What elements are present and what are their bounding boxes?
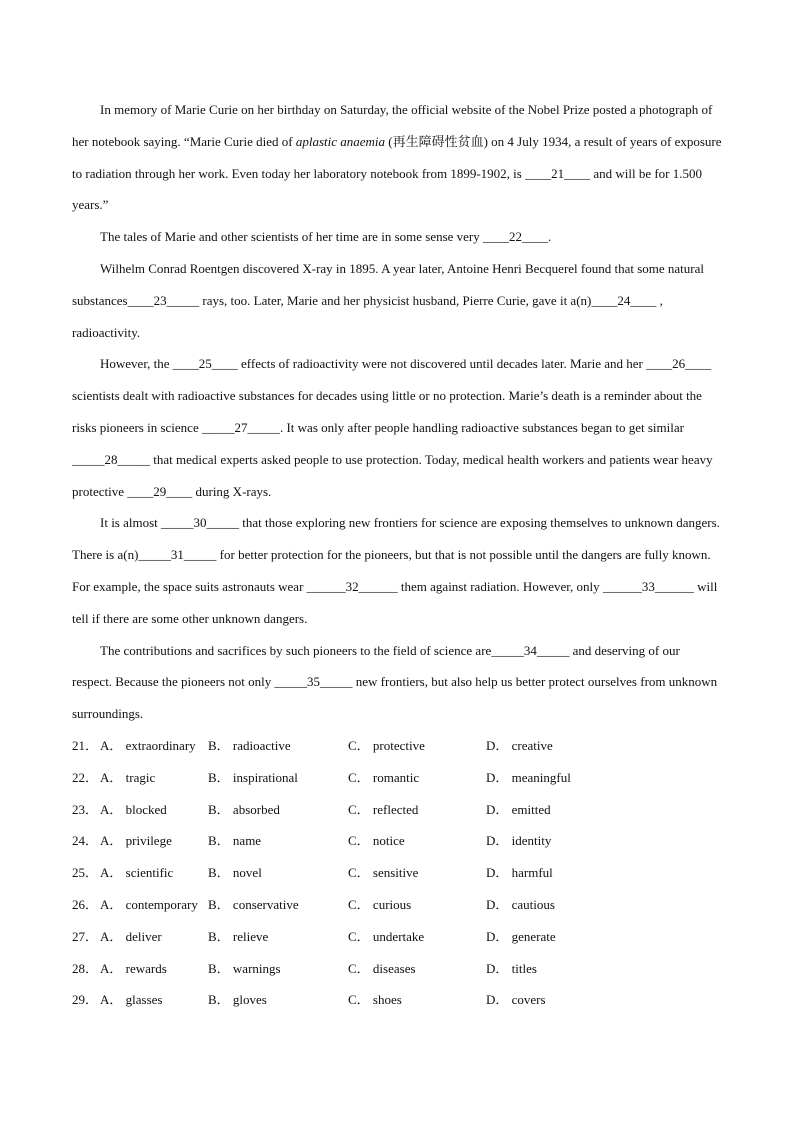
- blank-31: _____31_____: [138, 547, 217, 563]
- blank-28: _____28_____: [72, 451, 150, 467]
- blank-32: ______32______: [306, 578, 398, 594]
- question-number: 25．: [72, 865, 99, 881]
- option-c: C． romantic: [348, 769, 420, 785]
- option-c: C． curious: [348, 896, 412, 912]
- option-a: A． contemporary: [100, 896, 198, 912]
- option-a: A． tragic: [100, 769, 156, 785]
- blank-33: ______33______: [602, 578, 694, 594]
- blank-25: ____25____: [172, 356, 238, 372]
- text: . It was only after people handling radioactive substances began to get similar: [279, 419, 684, 435]
- question-row: [72, 730, 722, 762]
- option-a: A． privilege: [100, 833, 172, 849]
- question-number: 27．: [72, 928, 99, 944]
- blank-29: ____29____: [127, 483, 193, 499]
- option-d: D． generate: [486, 928, 556, 944]
- option-b: B． warnings: [208, 960, 281, 976]
- text: However, the: [100, 356, 173, 372]
- question-row: [72, 889, 722, 921]
- option-c: C． diseases: [348, 960, 416, 976]
- question-number: 24．: [72, 833, 99, 849]
- italic-term: aplastic anaemia: [295, 133, 386, 149]
- option-d: D． meaningful: [486, 769, 571, 785]
- paragraph-5: [72, 507, 722, 634]
- option-d: D． harmful: [486, 865, 553, 881]
- option-d: D． cautious: [486, 896, 555, 912]
- blank-21: ____21____: [525, 165, 591, 181]
- blank-24: ____24____: [591, 292, 657, 308]
- option-a: A． scientific: [100, 865, 174, 881]
- option-a: A． glasses: [100, 992, 163, 1008]
- option-b: B． novel: [208, 865, 262, 881]
- text: scientists dealt with radioactive substances for decades using little or no protection. Marie’s death is a reminder about the risks pioneers in science: [72, 388, 702, 435]
- blank-30: _____30_____: [161, 515, 240, 531]
- option-a: A． extraordinary: [100, 737, 196, 753]
- text: that those exploring new frontiers for science are exposing themselves to unknown dangers. There is a(n): [72, 515, 720, 563]
- text: will tell if there are some other unknown dangers.: [72, 578, 718, 626]
- option-d: D． emitted: [486, 801, 551, 817]
- option-a: A． rewards: [100, 960, 167, 976]
- text: The tales of Marie and other scientists of her time are in some sense very: [100, 229, 484, 245]
- option-c: C． reflected: [348, 801, 419, 817]
- blank-22: ____22____: [483, 229, 549, 245]
- option-c: C． undertake: [348, 928, 425, 944]
- question-row: [72, 762, 722, 794]
- option-d: D． covers: [486, 992, 546, 1008]
- option-b: B． radioactive: [208, 737, 291, 753]
- question-number: 28．: [72, 960, 99, 976]
- text: , radioactivity.: [72, 292, 663, 340]
- option-b: B． gloves: [208, 992, 267, 1008]
- document-page: [72, 94, 722, 1016]
- blank-26: ____26____: [646, 356, 712, 372]
- option-d: D． titles: [486, 960, 537, 976]
- option-d: D． creative: [486, 737, 553, 753]
- paragraph-4: [72, 348, 722, 507]
- option-b: B． absorbed: [208, 801, 280, 817]
- question-row: [72, 921, 722, 953]
- option-b: B． relieve: [208, 928, 269, 944]
- option-c: C． shoes: [348, 992, 402, 1008]
- option-a: A． deliver: [100, 928, 162, 944]
- text: rays, too. Later, Marie and her physicist husband, Pierre Curie, gave it a(n): [199, 292, 592, 308]
- text: effects of radioactivity were not discovered until decades later. Marie and her: [237, 356, 647, 372]
- paragraph-1: [72, 94, 722, 221]
- question-options: [72, 730, 722, 1016]
- question-number: 23．: [72, 801, 99, 817]
- question-row: [72, 953, 722, 985]
- text: during X-rays.: [192, 483, 272, 499]
- text: It is almost: [100, 515, 162, 531]
- option-c: C． sensitive: [348, 865, 419, 881]
- text: that medical experts asked people to use protection. Today, medical health workers and patients wear heavy protective: [72, 451, 713, 499]
- question-row: [72, 857, 722, 889]
- option-c: C． notice: [348, 833, 405, 849]
- option-d: D． identity: [486, 833, 552, 849]
- text: The contributions and sacrifices by such pioneers to the field of science are: [100, 642, 492, 658]
- question-row: [72, 825, 722, 857]
- option-b: B． inspirational: [208, 769, 298, 785]
- question-number: 22．: [72, 769, 99, 785]
- question-number: 29．: [72, 992, 99, 1008]
- blank-27: _____27_____: [201, 419, 280, 435]
- paragraph-6: [72, 635, 722, 730]
- text: and deserving of our respect. Because the pioneers not only: [72, 642, 680, 690]
- question-row: [72, 984, 722, 1016]
- paragraph-3: [72, 253, 722, 348]
- blank-23: ____23_____: [127, 292, 200, 308]
- text: (再生障碍性贫血) on 4 July 1934, a result of years of exposure to radiation through her work. Even today her laboratory notebook from 1899-1902, is: [72, 133, 722, 181]
- blank-34: _____34_____: [491, 642, 570, 658]
- text: .: [548, 229, 552, 245]
- option-b: B． conservative: [208, 896, 299, 912]
- question-row: [72, 794, 722, 826]
- text: new frontiers, but also help us better protect ourselves from unknown surroundings.: [72, 674, 718, 722]
- question-number: 26．: [72, 896, 99, 912]
- text: them against radiation. However, only: [397, 578, 603, 594]
- text: Wilhelm Conrad Roentgen discovered X-ray in 1895. A year later, Antoine Henri Becquerel found that some natural substances: [72, 260, 705, 308]
- question-number: 21．: [72, 737, 99, 753]
- option-c: C． protective: [348, 737, 425, 753]
- text: In memory of Marie Curie on her birthday on Saturday, the official website of the Nobel Prize posted a photograph of her notebook saying. “Marie Curie died of: [72, 102, 713, 149]
- option-b: B． name: [208, 833, 262, 849]
- text: and will be for 1.500 years.”: [72, 165, 703, 213]
- option-a: A． blocked: [100, 801, 167, 817]
- paragraph-2: [72, 221, 722, 253]
- text: for better protection for the pioneers, but that is not possible until the dangers are fully known. For example, the space suits astronauts wear: [72, 547, 711, 594]
- blank-35: _____35_____: [274, 674, 353, 690]
